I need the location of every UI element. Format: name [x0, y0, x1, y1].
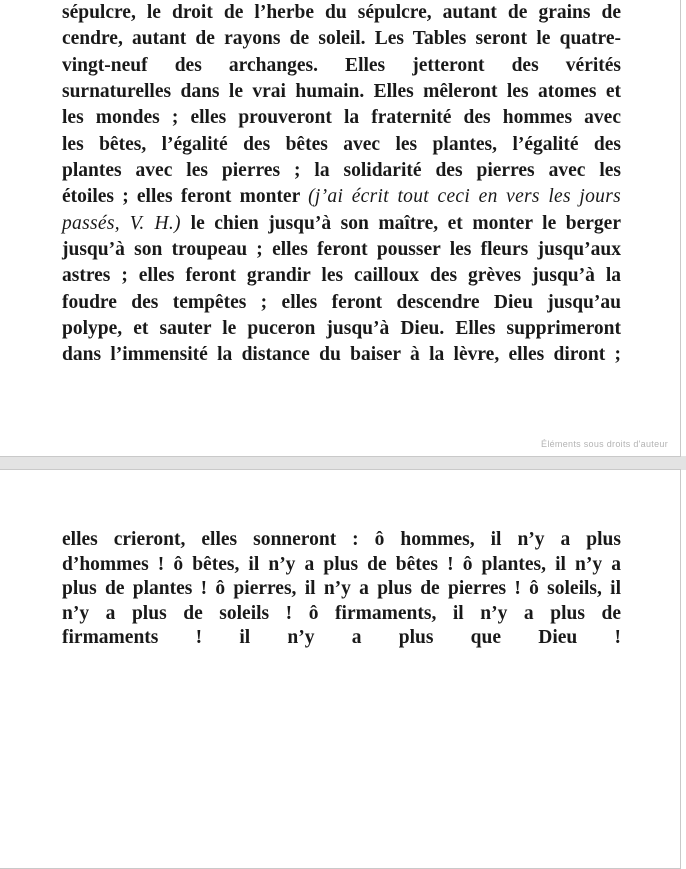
text-segment: plantes avec les pierres ; la solidarité des pierres avec les [62, 160, 621, 182]
text-line [62, 184, 621, 210]
copyright-notice: Éléments sous droits d'auteur [541, 439, 668, 449]
text-line [62, 626, 621, 651]
text-segment: étoiles ; elles feront monter [62, 186, 309, 208]
page1-text-column [62, 0, 621, 369]
text-segment: les bêtes, l’égalité des bêtes avec les plantes, l’égalité des [62, 133, 621, 155]
text-segment: elles crieront, elles sonneront : ô hommes, il n’y a plus [62, 529, 621, 550]
text-segment: firmaments ! il n’y a plus que Dieu ! [62, 627, 621, 649]
text-segment: (j’ai écrit tout ceci en vers les jours [308, 186, 622, 208]
text-line [62, 132, 621, 158]
text-line [62, 263, 621, 289]
text-line [62, 342, 621, 368]
text-line [62, 105, 621, 131]
text-segment: dans l’immensité la distance du baiser à la lèvre, elles diront ; [62, 344, 621, 366]
text-line [62, 602, 621, 627]
text-segment: n’y a plus de soleils ! ô firmaments, il n’y a plus de [62, 602, 621, 624]
text-segment: passés, V. H.) [62, 212, 191, 234]
text-line [62, 553, 621, 578]
text-segment: plus de plantes ! ô pierres, il n’y a plus de pierres ! ô soleils, il [62, 578, 621, 600]
text-line [62, 79, 621, 105]
text-line [62, 26, 621, 52]
text-line [62, 577, 621, 602]
text-line [62, 528, 621, 553]
text-line [62, 53, 621, 79]
text-line [62, 237, 621, 263]
text-line [62, 158, 621, 184]
text-line [62, 316, 621, 342]
text-line [62, 211, 621, 237]
text-line [62, 290, 621, 316]
text-segment: cendre, autant de rayons de soleil. Les Tables seront le quatre- [62, 28, 621, 50]
page2-text-column [62, 528, 621, 651]
text-segment: astres ; elles feront grandir les cailloux des grèves jusqu’à la [62, 265, 621, 287]
text-segment: d’hommes ! ô bêtes, il n’y a plus de bêtes ! ô plantes, il n’y a [62, 553, 621, 575]
text-segment: le chien jusqu’à son maître, et monter le berger [190, 212, 621, 234]
text-segment: surnaturelles dans le vrai humain. Elles mêleront les atomes et [62, 81, 621, 103]
text-segment: polype, et sauter le puceron jusqu’à Dieu. Elles supprimeront [62, 318, 621, 340]
text-segment: sépulcre, le droit de l’herbe du sépulcre, autant de grains de [62, 2, 621, 23]
text-segment: les mondes ; elles prouveront la fraternité des hommes avec [62, 107, 621, 129]
text-line [62, 0, 621, 26]
page-gap-separator [0, 456, 686, 470]
text-segment: foudre des tempêtes ; elles feront descendre Dieu jusqu’au [62, 291, 621, 313]
text-segment: vingt-neuf des archanges. Elles jetteront des vérités [62, 54, 621, 76]
text-segment: jusqu’à son troupeau ; elles feront pousser les fleurs jusqu’aux [62, 239, 621, 261]
